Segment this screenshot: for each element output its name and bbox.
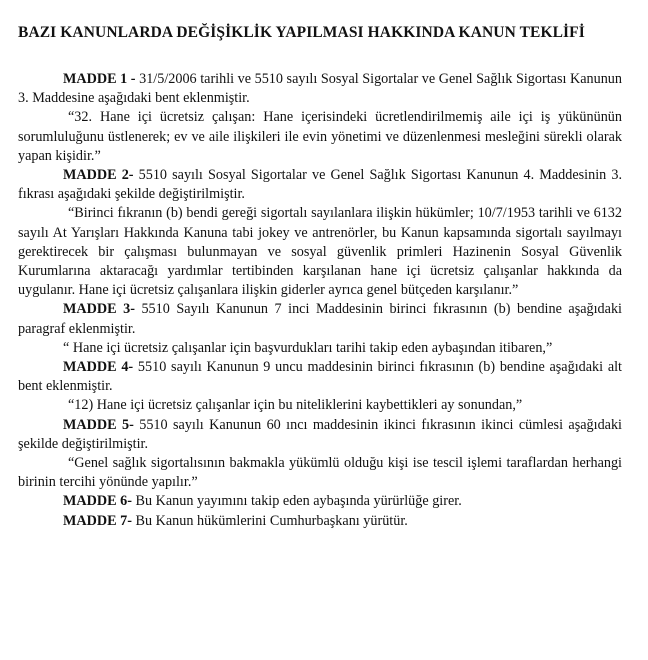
article-7 (18, 512, 622, 531)
article-4-label: MADDE 4- (63, 359, 134, 376)
article-2-label: MADDE 2- (63, 167, 134, 184)
article-4-quote: “12) Hane içi ücretsiz çalışanlar için bu niteliklerini kaybettikleri ay sonundan,” (68, 397, 523, 414)
article-5-text: 5510 sayılı Kanunun 60 ıncı maddesinin ikinci fıkrasının ikinci cümlesi aşağıdaki şekilde değiştirilmiştir. (18, 416, 622, 452)
article-6 (18, 492, 622, 511)
article-3-quote: “ Hane içi ücretsiz çalışanlar için başvurdukları tarihi takip eden aybaşından itibaren,” (63, 339, 553, 356)
article-6-text: Bu Kanun yayımını takip eden aybaşında yürürlüğe girer. (131, 493, 462, 510)
article-1-quote: “32. Hane içi ücretsiz çalışan: Hane içerisindeki ücretlendirilmemiş aile içi iş yükününün sorumluluğunu üstlenerek; ev ve aile ilişkileri ile evin yönetimi ve düzenlenmesi mesleğini sürekli olarak yapan kişidir.” (18, 109, 622, 164)
article-4 (18, 358, 622, 396)
article-3-text: 5510 Sayılı Kanunun 7 inci Maddesinin birinci fıkrasının (b) bendine aşağıdaki paragraf eklenmiştir. (18, 301, 622, 337)
article-2-quote: “Birinci fıkranın (b) bendi gereği sigortalı sayılanlara ilişkin hükümler; 10/7/1953 tarihli ve 6132 sayılı At Yarışları Hakkında Kanuna tabi jokey ve antrenörler, bu Kanun kapsamında sigortalı sayılmayı gerektirecek bir çalışması bulunmayan ve sosyal güvenlik primleri Hazinenin Sosyal Güvenlik Kurumlarına aktaracağı yardımlar tertibinden karşılanan hane içi ücretsiz çalışanlar hakkında da uygulanır. Hane içi ücretsiz çalışanlara ilişkin giderler ayrıca genel bütçeden karşılanır.” (18, 205, 622, 299)
article-7-label: MADDE 7- (63, 512, 132, 529)
document-title: BAZI KANUNLARDA DEĞİŞİKLİK YAPILMASI HAKKINDA KANUN TEKLİFİ (18, 24, 585, 41)
article-1 (18, 70, 622, 108)
article-1-text: 31/5/2006 tarihli ve 5510 sayılı Sosyal Sigortalar ve Genel Sağlık Sigortası Kanunun 3. Maddesine aşağıdaki bent eklenmiştir. (18, 71, 622, 107)
article-3 (18, 300, 622, 338)
article-7-text: Bu Kanun hükümlerini Cumhurbaşkanı yürütür. (131, 512, 408, 529)
article-2 (18, 166, 622, 204)
article-4-text: 5510 sayılı Kanunun 9 uncu maddesinin birinci fıkrasının (b) bendine aşağıdaki alt bent eklenmiştir. (18, 359, 622, 395)
article-5-label: MADDE 5- (63, 416, 134, 433)
article-5 (18, 416, 622, 454)
article-3-label: MADDE 3- (63, 301, 135, 318)
article-2-text: 5510 sayılı Sosyal Sigortalar ve Genel Sağlık Sigortası Kanunun 4. Maddesinin 3. fıkrası aşağıdaki şekilde değiştirilmiştir. (18, 167, 622, 203)
document-body (18, 70, 622, 531)
article-6-label: MADDE 6- (63, 493, 132, 510)
article-1-label: MADDE 1 - (63, 71, 136, 87)
article-5-quote: “Genel sağlık sigortalısının bakmakla yükümlü olduğu kişi ise tescil işlemi taraflardan herhangi birinin tercihi yönünde yapılır.” (18, 455, 622, 491)
